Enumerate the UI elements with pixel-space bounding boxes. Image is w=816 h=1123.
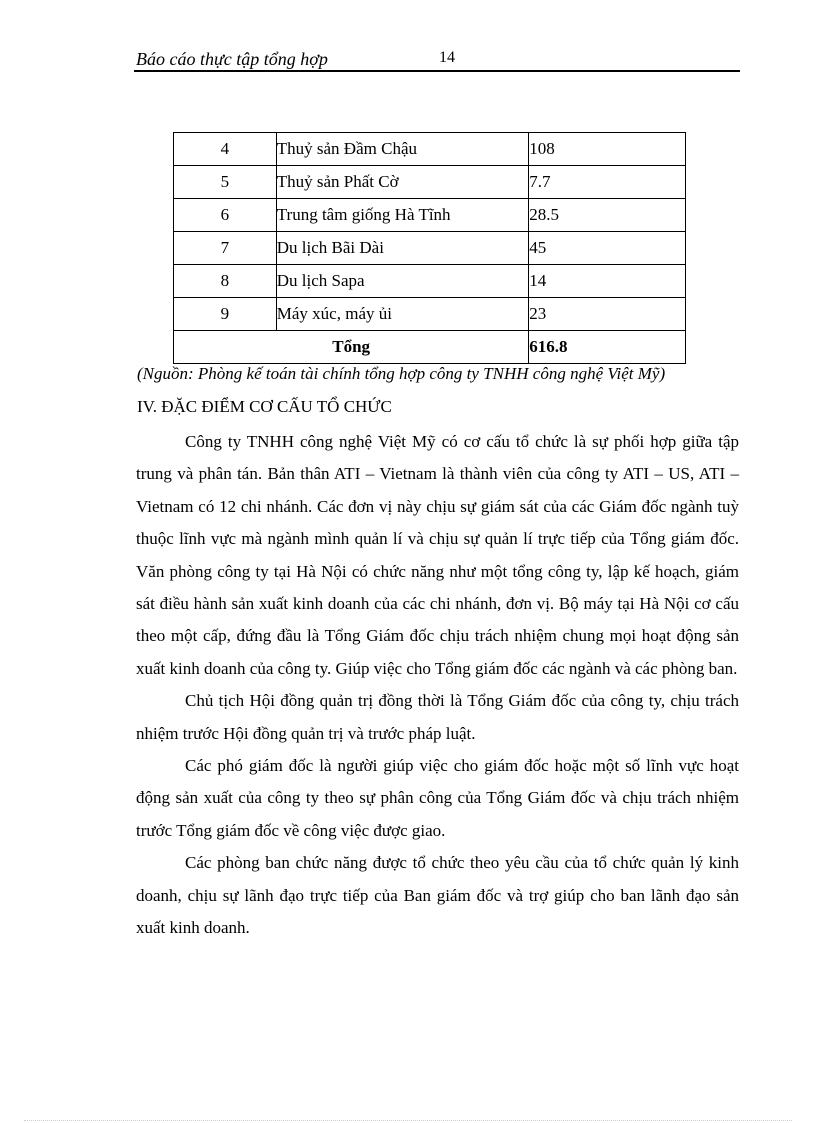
row-number: 7: [174, 232, 277, 265]
source-note: (Nguồn: Phòng kế toán tài chính tổng hợp công ty TNHH công nghệ Việt Mỹ): [137, 364, 666, 383]
paragraph: Chủ tịch Hội đồng quản trị đồng thời là Tổng Giám đốc của công ty, chịu trách nhiệm trước Hội đồng quản trị và trước pháp luật.: [136, 691, 739, 743]
paragraph: Công ty TNHH công nghệ Việt Mỹ có cơ cấu tổ chức là sự phối hợp giữa tập trung và phân tán. Bản thân ATI – Vietnam là thành viên của công ty ATI – US, ATI – Vietnam có 12 chi nhánh. Các đơn vị này chịu sự giám sát của các Giám đốc ngành tuỳ thuộc lĩnh vực mà ngành mình quản lí và chịu sự quản lí trực tiếp của Tổng giám đốc. Văn phòng công ty tại Hà Nội có chức năng như một tổng công ty, lập kế hoạch, giám sát điều hành sản xuất kinh doanh của các chi nhánh, đơn vị. Bộ máy tại Hà Nội cơ cấu theo một cấp, đứng đầu là Tổng Giám đốc chịu trách nhiệm chung mọi hoạt động sản xuất kinh doanh của công ty. Giúp việc cho Tổng giám đốc các ngành và các phòng ban.: [136, 432, 739, 678]
row-number: 5: [174, 166, 277, 199]
row-name: Trung tâm giống Hà Tĩnh: [276, 199, 529, 232]
page-header: [134, 48, 740, 72]
row-value: 28.5: [529, 199, 686, 232]
body-text: [136, 426, 739, 945]
paragraph: Các phó giám đốc là người giúp việc cho giám đốc hoặc một số lĩnh vực hoạt động sản xuất của công ty theo sự phân công của Tổng Giám đốc và chịu trách nhiệm trước Tổng giám đốc về công việc được giao.: [136, 756, 739, 840]
total-value: 616.8: [529, 331, 686, 364]
row-number: 6: [174, 199, 277, 232]
row-name: Thuỷ sản Đầm Chậu: [276, 133, 529, 166]
table-row: [174, 265, 686, 298]
row-value: 108: [529, 133, 686, 166]
section-heading: IV. ĐẶC ĐIỂM CƠ CẤU TỔ CHỨC: [137, 397, 392, 416]
row-name: Thuỷ sản Phất Cờ: [276, 166, 529, 199]
row-name: Máy xúc, máy ủi: [276, 298, 529, 331]
table-row: [174, 232, 686, 265]
table-row: [174, 166, 686, 199]
investment-table: [173, 132, 686, 364]
row-number: 4: [174, 133, 277, 166]
row-number: 9: [174, 298, 277, 331]
row-number: 8: [174, 265, 277, 298]
page-bottom-divider: [24, 1120, 792, 1121]
page-number: 14: [439, 49, 455, 66]
row-name: Du lịch Bãi Dài: [276, 232, 529, 265]
table-total-row: [174, 331, 686, 364]
row-name: Du lịch Sapa: [276, 265, 529, 298]
table-row: [174, 199, 686, 232]
table-row: [174, 133, 686, 166]
row-value: 7.7: [529, 166, 686, 199]
total-label: Tổng: [174, 331, 529, 364]
table-row: [174, 298, 686, 331]
row-value: 45: [529, 232, 686, 265]
paragraph: Các phòng ban chức năng được tổ chức theo yêu cầu của tổ chức quản lý kinh doanh, chịu sự lãnh đạo trực tiếp của Ban giám đốc và trợ giúp cho ban lãnh đạo sản xuất kinh doanh.: [136, 853, 739, 938]
row-value: 23: [529, 298, 686, 331]
report-title: Báo cáo thực tập tổng hợp: [136, 49, 328, 69]
row-value: 14: [529, 265, 686, 298]
